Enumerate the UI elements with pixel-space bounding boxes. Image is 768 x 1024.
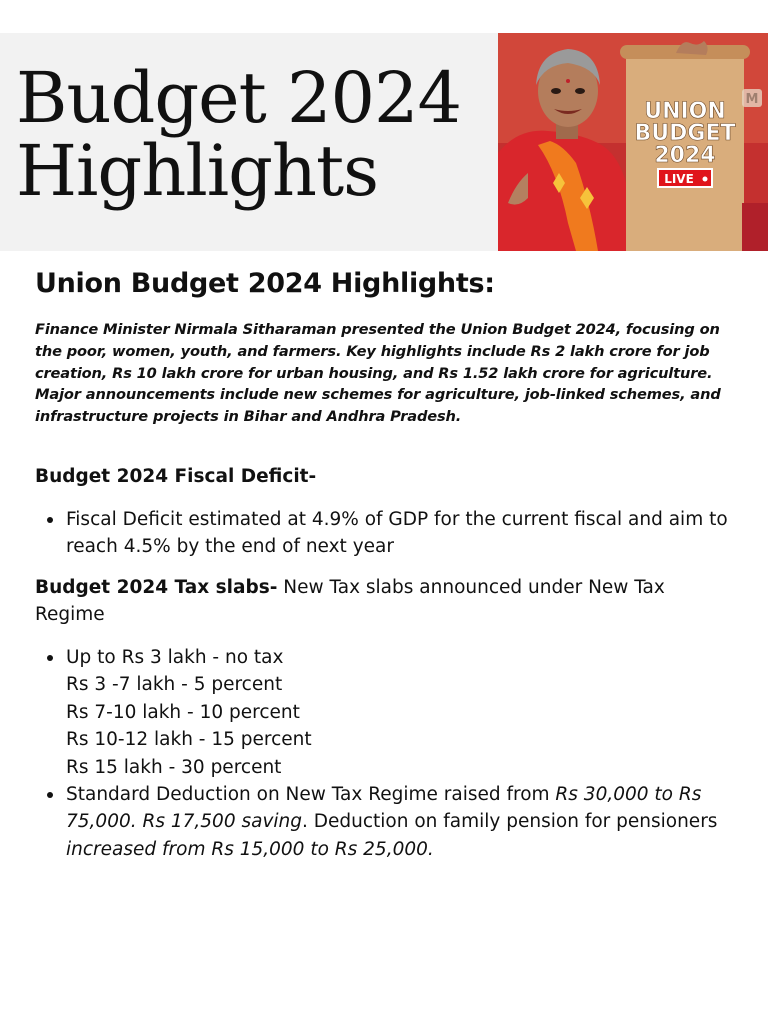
badge-budget-text: BUDGET (634, 121, 736, 146)
tax-slabs-intro (35, 574, 735, 629)
tax-slab-line: Up to Rs 3 lakh - no tax (66, 647, 284, 668)
page-title-line2: Highlights (16, 130, 379, 212)
tax-slabs-list (35, 644, 740, 863)
fiscal-deficit-heading: Budget 2024 Fiscal Deficit- (35, 466, 317, 487)
tax-slab-line: Rs 10-12 lakh - 15 percent (66, 729, 312, 751)
live-badge-text: LIVE (664, 172, 694, 186)
tax-slab-line: Rs 15 lakh - 30 percent (66, 756, 282, 778)
pension-italic-amount: increased from Rs 15,000 to Rs 25,000. (66, 838, 434, 860)
deduction-text: Standard Deduction on New Tax Regime raised from (66, 784, 556, 806)
list-item (35, 506, 740, 561)
deduction-text-cont: . Deduction on family pension for pensioners (302, 811, 718, 833)
tax-slab-line: Rs 3 -7 lakh - 5 percent (66, 674, 283, 696)
list-item (35, 644, 740, 781)
article-heading: Union Budget 2024 Highlights: (35, 268, 495, 299)
tax-slab-line: Rs 7-10 lakh - 10 percent (66, 701, 300, 723)
badge-year-text: 2024 (654, 143, 716, 168)
watermark-text: M (745, 92, 759, 107)
tax-slabs-heading-rest: New Tax slabs announced under New Tax Regime (35, 577, 665, 626)
fiscal-deficit-text: Fiscal Deficit estimated at 4.9% of GDP for the current fiscal and aim to reach 4.5% by the end of next year (66, 509, 728, 558)
deduction-italic-amount: Rs 30,000 to Rs 75,000. Rs 17,500 saving (66, 784, 702, 833)
page-title (16, 57, 462, 212)
tax-slabs-heading: Budget 2024 Tax slabs- (35, 577, 278, 598)
intro-paragraph: Finance Minister Nirmala Sitharaman presented the Union Budget 2024, focusing on the poor, women, youth, and farmers. Key highlights include Rs 2 lakh crore for job creation, Rs 10 lakh crore for urban housing, and Rs 1.52 lakh crore for agriculture. Major announcements include new schemes for agriculture, job-linked schemes, and infrastructure projects in Bihar and Andhra Pradesh. (35, 321, 721, 426)
page-title-line1: Budget 2024 (16, 57, 462, 139)
badge-union-text: UNION (644, 99, 726, 124)
hero-image (498, 33, 768, 251)
fiscal-deficit-list (35, 506, 740, 561)
list-item (35, 781, 740, 863)
